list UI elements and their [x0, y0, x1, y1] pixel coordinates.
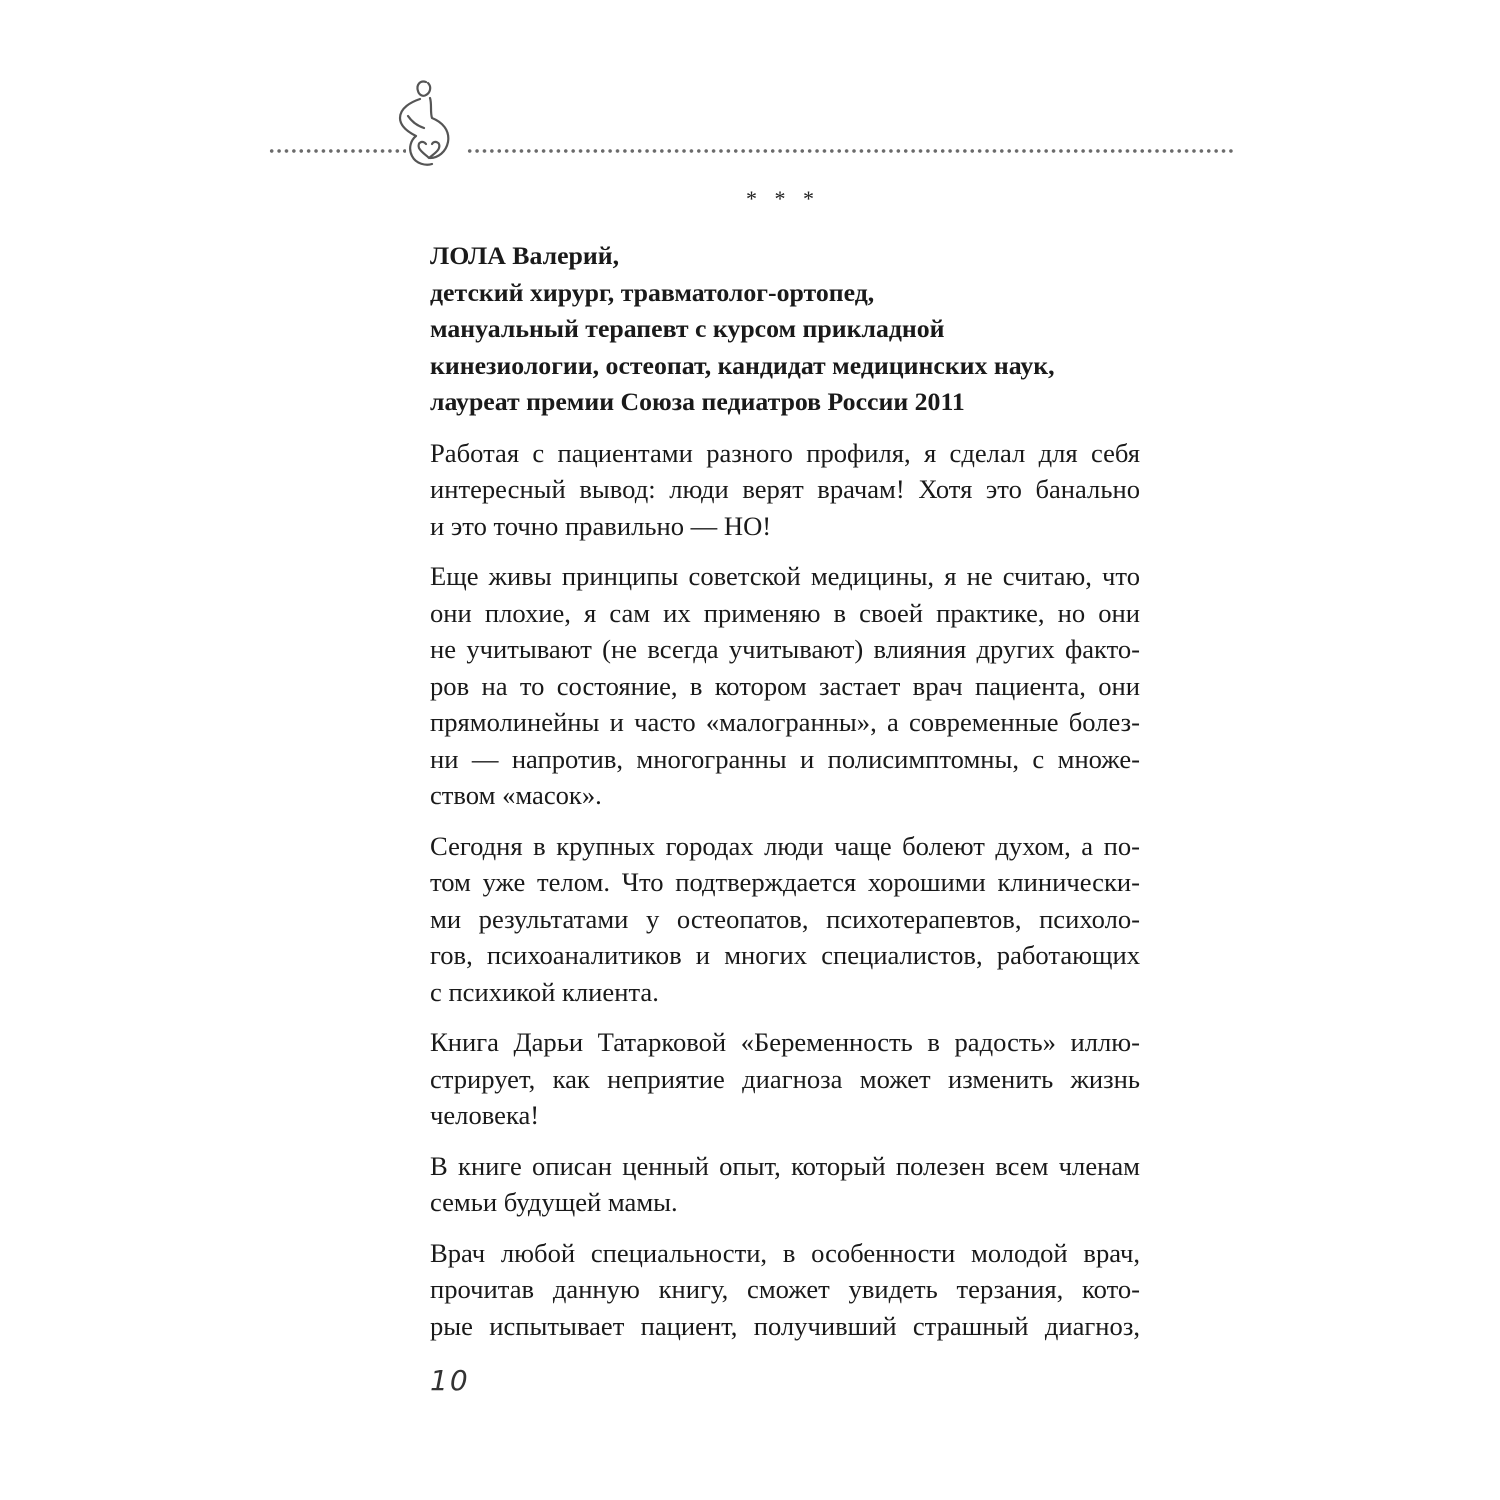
page-body: [430, 238, 1140, 1344]
text-line: ством «масок».: [430, 780, 602, 810]
text-line: с психикой клиента.: [430, 976, 659, 1007]
paragraph: [430, 1235, 1140, 1345]
text-line: ров на то состояние, в котором застает врач пациента, они: [430, 670, 1140, 701]
author-title-line: детский хирург, травматолог-ортопед,: [430, 277, 875, 307]
text-line: и это точно правильно — НО!: [430, 510, 772, 541]
paragraph: [430, 558, 1140, 814]
text-line: Книга Дарьи Татарковой «Беременность в радость» иллю-: [430, 1027, 1140, 1057]
text-line: стрирует, как неприятие диагноза может изменить жизнь: [430, 1063, 1140, 1094]
author-block: [430, 238, 1140, 421]
paragraph: [430, 435, 1140, 545]
text-line: Сегодня в крупных городах люди чаще болеют духом, а по-: [430, 830, 1140, 861]
text-line: интересный вывод: люди верят врачам! Хотя это банально: [430, 474, 1140, 504]
text-line: том уже телом. Что подтверждается хорошими клинически-: [430, 867, 1140, 897]
text-line: они плохие, я сам их применяю в своей практике, но они: [430, 597, 1140, 628]
text-line: семьи будущей мамы.: [430, 1187, 678, 1217]
paragraph: [430, 828, 1140, 1011]
text-line: не учитывают (не всегда учитывают) влияния других факто-: [430, 634, 1140, 664]
pregnant-woman-heart-icon: [386, 72, 466, 172]
text-line: гов, психоаналитиков и многих специалистов, работающих: [430, 940, 1140, 970]
text-line: прямолинейны и часто «малогранны», а современные болез-: [430, 707, 1140, 737]
paragraph: [430, 1024, 1140, 1134]
author-title-line: мануальный терапевт с курсом прикладной: [430, 314, 945, 343]
author-title-line: кинезиологии, остеопат, кандидат медицинских наук,: [430, 350, 1055, 380]
dotted-rule-right: [466, 148, 1234, 154]
text-line: Еще живы принципы советской медицины, я не считаю, что: [430, 561, 1140, 591]
page-number: 10: [430, 1364, 470, 1397]
text-line: Работая с пациентами разного профиля, я сделал для себя: [430, 437, 1140, 468]
text-line: ми результатами у остеопатов, психотерапевтов, психоло-: [430, 903, 1140, 934]
paragraph: [430, 1148, 1140, 1221]
text-line: ни — напротив, многогранны и полисимптомны, с множе-: [430, 743, 1140, 774]
text-line: рые испытывает пациент, получивший страшный диагноз,: [430, 1310, 1140, 1341]
text-line: человека!: [430, 1100, 540, 1130]
section-separator: * * *: [746, 186, 820, 211]
text-line: В книге описан ценный опыт, который полезен всем членам: [430, 1150, 1140, 1181]
text-line: Врач любой специальности, в особенности молодой врач,: [430, 1237, 1140, 1268]
page-header: [0, 0, 1500, 200]
author-name: ЛОЛА Валерий,: [430, 241, 620, 270]
text-line: прочитав данную книгу, сможет увидеть терзания, кото-: [430, 1274, 1140, 1304]
author-title-line: лауреат премии Союза педиатров России 2011: [430, 387, 965, 416]
